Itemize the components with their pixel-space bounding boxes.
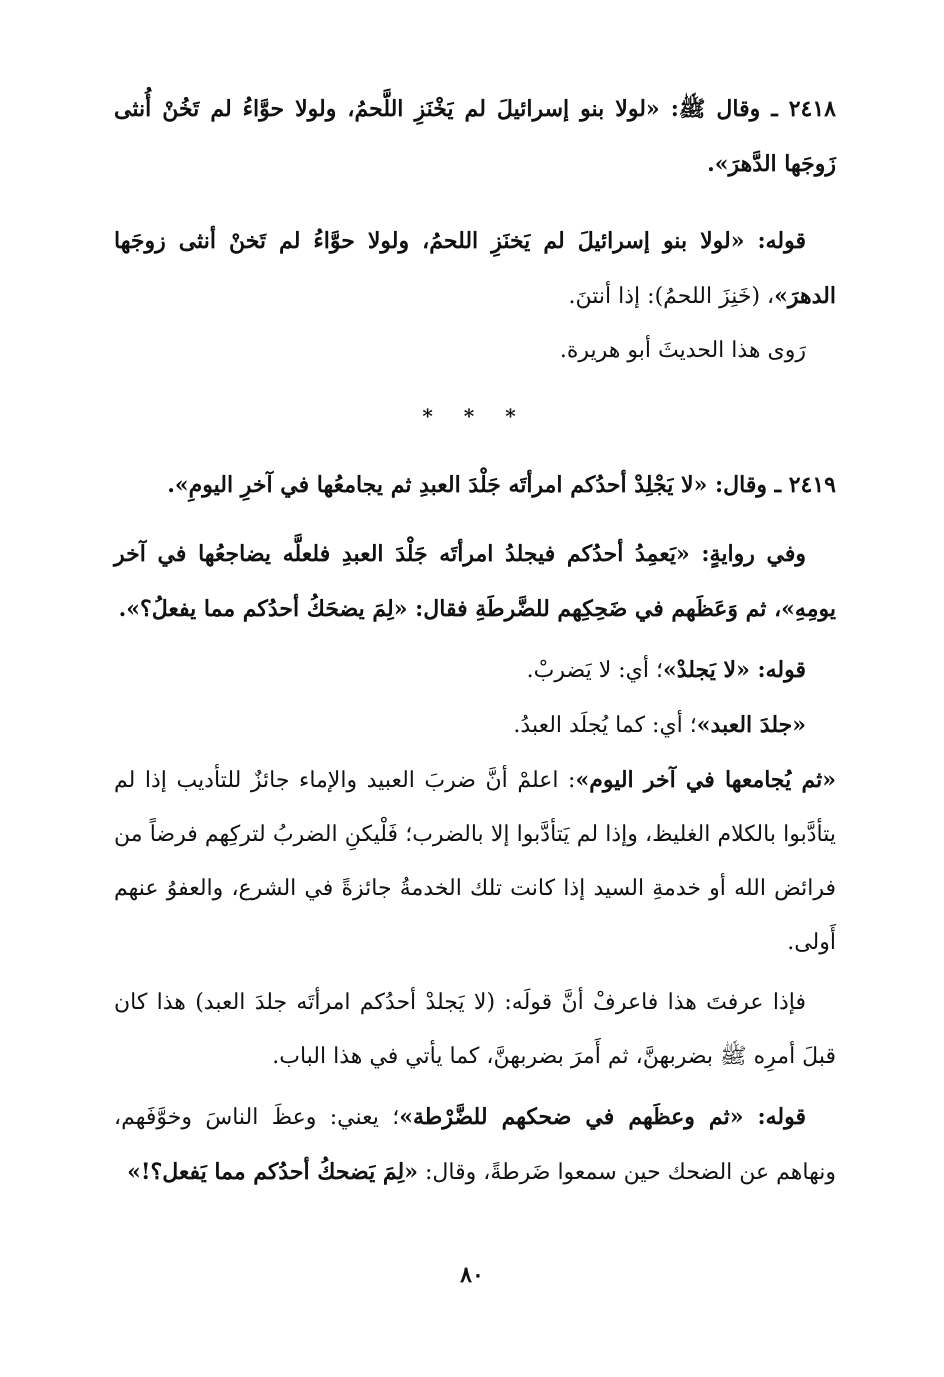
note5-mid: ؛ يعني: وعظَ الناسَ وخوَّفَهم، ونهاهم عن الضحك حين سمعوا ضَرطةً، وقال: bbox=[114, 1105, 836, 1185]
note-thumma-yujamiuha bbox=[114, 753, 836, 970]
page-number: ٨٠ bbox=[460, 1262, 484, 1288]
note-la-yajlid bbox=[114, 643, 836, 698]
note-jalda-alabd bbox=[114, 698, 836, 753]
document-page bbox=[114, 82, 836, 1317]
hadith-2419-text: «لا يَجْلِدْ أحدُكم امرأتَه جَلْدَ العبدِ ثم يجامعُها في آخرِ اليومِ». bbox=[167, 472, 708, 498]
note2-label: «جلدَ العبد» bbox=[696, 712, 806, 738]
note3-rest: : اعلمْ أنَّ ضربَ العبيد والإماء جائزٌ للتأديب إذا لم يتأدَّبوا بالكلام الغليظ، وإذا لم يَتأدَّبوا إلا بالضرب؛ فَلْيكنِ الضربُ لتركِهم فرضاً من فرائض الله أو خدمةِ السيد إذا كانت تلك الخدمةُ جائزةً في الشرع، والعفوُ عنهم أَولى. bbox=[114, 768, 836, 955]
note-fa-idha-arafta: فإذا عرفتَ هذا فاعرفْ أنَّ قولَه: (لا يَجلدْ أحدُكم امرأتَه جلدَ العبد) هذا كان قبلَ أمرِه ﷺ بضربهنَّ، ثم أَمرَ بضربهنَّ، كما يأتي في هذا الباب. bbox=[114, 990, 836, 1069]
note-wa-azahum bbox=[114, 1090, 836, 1200]
section-separator: * * * bbox=[422, 404, 528, 428]
hadith-2418-commentary bbox=[114, 214, 836, 324]
note3-label: «ثم يُجامعها في آخر اليوم» bbox=[575, 767, 836, 793]
hadith-2419-paragraph bbox=[114, 458, 836, 513]
hadith-2418-paragraph bbox=[114, 82, 836, 192]
note1-rest: ؛ أي: لا يَضربْ. bbox=[526, 658, 663, 683]
note5-label: قوله: «ثم وعظَهم في ضحكهم للضَّرْطة» bbox=[399, 1104, 806, 1130]
note2-rest: ؛ أي: كما يُجلَد العبدُ. bbox=[513, 713, 697, 738]
riwaya-text: «يَعمِدُ أحدُكم فيجلدُ امرأتَه جَلْدَ العبدِ فلعلَّه يضاجعُها في آخر يومِهِ»، ثم وَعَظَهم في ضَحِكِهم للضَّرطَةِ فقال: «لِمَ يضحَكُ أحدُكم مما يفعلُ؟». bbox=[114, 541, 836, 622]
riwaya-lead: وفي روايةٍ: bbox=[689, 541, 806, 567]
commentary-quote: «لولا بنو إسرائيلَ لم يَخنَزِ اللحمُ، ولولا حوَّاءُ لم تَخنْ أنثى زوجَها الدهرَ» bbox=[114, 228, 836, 309]
hadith-2418-text: «لولا بنو إسرائيلَ لم يَخْنَزِ اللَّحمُ، ولولا حوَّاءُ لم تَخُنْ أُنثى زَوجَها الدَّهرَ». bbox=[114, 96, 836, 177]
hadith-2419-riwaya bbox=[114, 527, 836, 637]
commentary-label: قوله: bbox=[744, 228, 806, 254]
hadith-2418-narrator: رَوى هذا الحديثَ أبو هريرة. bbox=[559, 338, 806, 363]
note1-label: قوله: «لا يَجلدْ» bbox=[662, 657, 806, 683]
hadith-2418-number: ٢٤١٨ ـ وقال ﷺ: bbox=[659, 96, 836, 122]
commentary-rest: ، (خَنِزَ اللحمُ): إذا أنتنَ. bbox=[568, 284, 775, 309]
hadith-2419-number: ٢٤١٩ ـ وقال: bbox=[707, 472, 836, 498]
note5-quote: «لِمَ يَضحكُ أحدُكم مما يَفعل؟!» bbox=[127, 1159, 418, 1185]
